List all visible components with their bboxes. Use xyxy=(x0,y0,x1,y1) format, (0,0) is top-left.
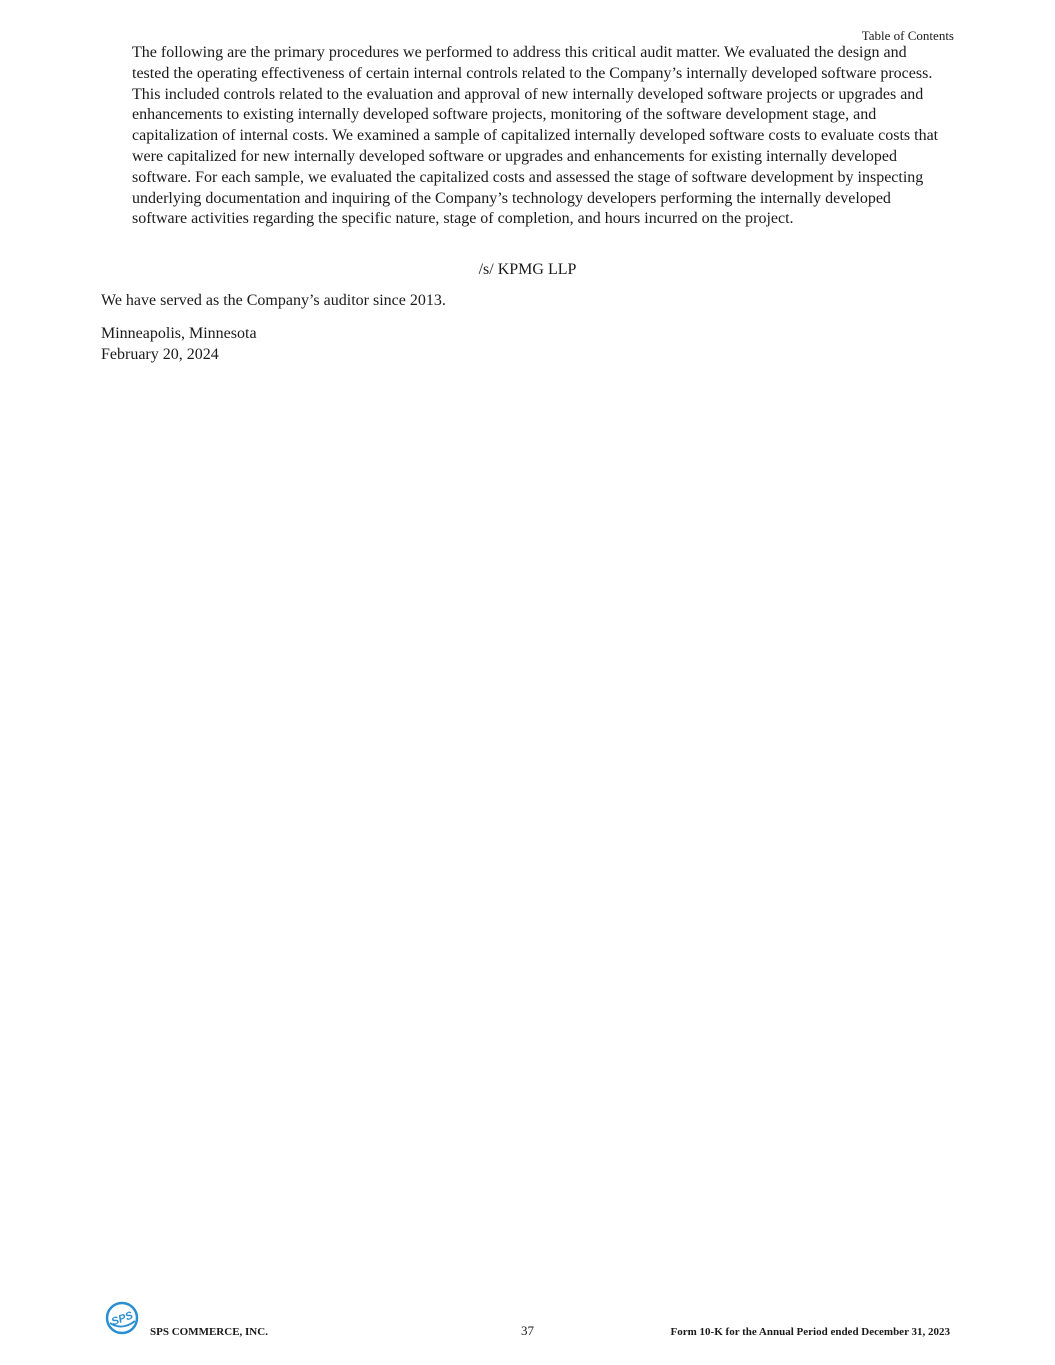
signature-date: February 20, 2024 xyxy=(101,346,219,363)
footer-form-label: Form 10-K for the Annual Period ended December 31, 2023 xyxy=(670,1326,950,1338)
table-of-contents-link[interactable]: Table of Contents xyxy=(861,28,954,43)
auditor-signature: /s/ KPMG LLP xyxy=(478,261,577,278)
logo-text: SPS xyxy=(109,1309,135,1329)
footer-company-name: SPS COMMERCE, INC. xyxy=(150,1326,268,1338)
signature-location-date xyxy=(101,323,257,365)
auditor-tenure-statement: We have served as the Company’s auditor since 2013. xyxy=(101,292,446,309)
footer-page-number: 37 xyxy=(521,1323,534,1338)
signature-location: Minneapolis, Minnesota xyxy=(101,325,257,342)
audit-procedures-paragraph: The following are the primary procedures we performed to address this critical audit matter. We evaluated the design and tested the operating effectiveness of certain internal controls related to the Company’s internally developed software process. This included controls related to the evaluation and approval of new internally developed software projects or upgrades and enhancements to existing internally developed software projects, monitoring of the software development stage, and capitalization of internal costs. We examined a sample of capitalized internally developed software costs to evaluate costs that were capitalized for new internally developed software or upgrades and enhancements for existing internally developed software. For each sample, we evaluated the capitalized costs and assessed the stage of software development by inspecting underlying documentation and inquiring of the Company’s technology developers performing the internally developed software activities regarding the specific nature, stage of completion, and hours incurred on the project. xyxy=(132,44,939,228)
